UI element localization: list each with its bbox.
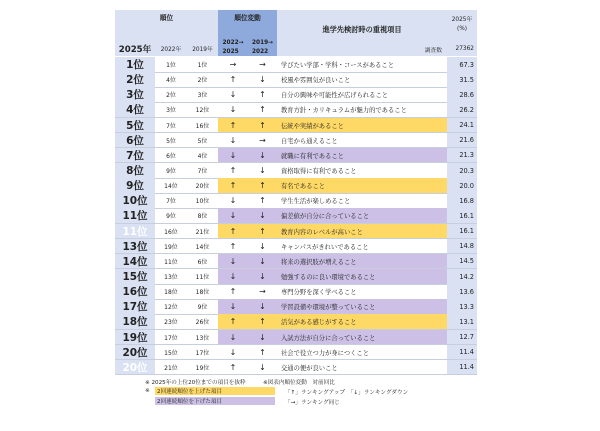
n-label: 調査数: [424, 47, 442, 54]
change-2019-2022: ↑: [259, 181, 266, 191]
table-row: [115, 72, 477, 87]
pct-value: 14.2: [459, 272, 474, 281]
rank-2025: 16位: [122, 286, 148, 299]
rank-2019: 16位: [195, 122, 210, 130]
rank-2019: 6位: [197, 258, 208, 266]
item-text: 学生生活が楽しめること: [281, 198, 351, 206]
pct-value: 13.1: [459, 317, 474, 326]
rank-2022: 16位: [164, 228, 178, 236]
change-2022-2025: ↓: [229, 302, 237, 312]
item-text: 伝統や実績があること: [281, 122, 344, 130]
change-2022-2025: ↓: [229, 272, 237, 282]
table-row: [115, 193, 477, 208]
rank-2019: 13位: [195, 334, 210, 342]
change-2019-2022: ↓: [259, 150, 266, 160]
change-2019-2022: ↑: [259, 226, 266, 236]
rank-2022: 9位: [166, 213, 176, 221]
pct-value: 20.0: [459, 181, 474, 190]
rank-2025: 20位: [122, 361, 148, 374]
table-row: [115, 269, 477, 284]
item-text: 自分の興味や可能性が広げられること: [281, 92, 389, 100]
table-row: [115, 224, 477, 239]
rank-2022: 7位: [166, 198, 176, 206]
ranking-table: [115, 10, 477, 375]
item-text: 社会で役立つ力が身につくこと: [281, 349, 370, 357]
item-text: 勉強するのに良い環境であること: [281, 274, 376, 282]
rank-2025: 3位: [126, 89, 144, 102]
change-2019-2022: ↓: [259, 332, 266, 342]
change-2019-2022: ↑: [259, 347, 266, 357]
rank-2019: 17位: [195, 349, 210, 357]
pct-value: 11.4: [459, 348, 474, 357]
change-2022-2025: ↓: [229, 150, 237, 160]
arrow-note-1: 「↑」ランキングアップ 「↓」ランキングダウン: [285, 390, 409, 396]
rank-2025: 13位: [122, 240, 148, 253]
legend-up: [155, 387, 275, 395]
rank-2019: 7位: [197, 168, 208, 176]
rank-2025: 20位: [122, 346, 148, 359]
rank-2025: 11位: [122, 210, 148, 223]
rank-2022: 14位: [164, 183, 178, 191]
change-2022-2025: ↓: [229, 196, 237, 206]
rank-2025: 17位: [122, 301, 148, 314]
pct-value: 13.6: [459, 287, 474, 296]
table-row: [115, 254, 477, 269]
pct-unit: (%): [456, 25, 468, 32]
rank-2019: 14位: [195, 243, 210, 251]
change-2019-2022: ↓: [259, 256, 266, 266]
rank-2025: 9位: [126, 180, 144, 193]
rank-2022: 5位: [166, 137, 176, 145]
item-text: 教育内容のレベルが高いこと: [281, 228, 363, 236]
change-2022-2025: ↑: [229, 287, 237, 297]
pct-value: 12.7: [459, 333, 474, 342]
rank-2022: 2位: [166, 92, 176, 100]
pct-value: 11.4: [459, 363, 474, 372]
table-row: [115, 360, 477, 375]
table-row: [115, 299, 477, 314]
table-row: [115, 345, 477, 360]
change-2022-2025: ↓: [229, 332, 237, 342]
change-2019-2022: ↓: [259, 241, 266, 251]
rank-2019: 26位: [195, 319, 210, 327]
pct-value: 14.5: [459, 257, 474, 266]
item-text: 資格取得に有利であること: [281, 168, 357, 176]
change-2019-2022-label: 2019→ 2022: [252, 40, 273, 55]
change-2019-2022: ↑: [259, 196, 266, 206]
rank-2019: 1位: [197, 62, 208, 70]
item-text: 将来の選択肢が増えること: [281, 258, 357, 266]
change-2022-2025: ↑: [229, 75, 237, 85]
change-2022-2025: ↓: [229, 211, 237, 221]
change-2019-2022: ↓: [259, 75, 266, 85]
table-row: [115, 148, 477, 163]
change-2022-2025: ↓: [229, 347, 237, 357]
rank-2019: 12位: [195, 107, 210, 115]
pct-value: 31.5: [459, 75, 474, 84]
rank-2025: 6位: [126, 134, 144, 147]
change-2019-2022: ↓: [259, 362, 266, 372]
rank-2025: 11位: [122, 225, 148, 238]
rank-2019: 9位: [197, 304, 208, 312]
table-row: [115, 163, 477, 178]
rank-2022: 13位: [164, 274, 178, 282]
rank-2022: 11位: [164, 258, 178, 266]
arrow-note-2: 「→」ランキング同じ: [285, 400, 340, 406]
rank-2025: 10位: [122, 195, 148, 208]
change-2022-2025: ↓: [229, 256, 237, 266]
rank-2022: 17位: [164, 334, 178, 342]
item-text: 有名であること: [281, 183, 326, 191]
change-2022-2025: ↓: [229, 105, 237, 115]
pct-year: 2025年: [451, 17, 473, 23]
table-row: [115, 102, 477, 117]
item-text: 自宅から通えること: [281, 137, 338, 145]
legend-down: [155, 397, 275, 405]
item-text: 学びたい学部・学科・コースがあること: [281, 62, 395, 70]
item-text: 入試方法が自分に合っていること: [281, 334, 376, 342]
rank-2019: 20位: [195, 183, 210, 191]
item-text: 活気がある感じがすること: [281, 319, 357, 327]
rank-2019: 2位: [197, 77, 208, 85]
rank-2019: 11位: [195, 274, 210, 282]
pct-value: 16.1: [459, 211, 474, 220]
note-top20: ※ 2025年の上位20位までの項目を抜粋: [145, 380, 246, 386]
pct-value: 14.8: [459, 242, 474, 251]
rank-2022: 21位: [164, 364, 178, 372]
pct-value: 67.3: [459, 60, 474, 69]
year-2022-label: 2022年: [160, 47, 182, 53]
change-2022-2025: →: [229, 60, 237, 70]
rank-2019: 4位: [197, 152, 208, 160]
table-row: [115, 284, 477, 299]
change-2022-2025: ↑: [229, 241, 237, 251]
rank-2022: 4位: [166, 77, 176, 85]
item-text: 学習設備や環境が整っていること: [281, 304, 376, 312]
table-row: [115, 57, 477, 72]
n-value: 27362: [455, 46, 474, 52]
rank-2019: 3位: [197, 92, 208, 100]
pct-value: 24.1: [459, 121, 474, 130]
pct-value: 21.6: [459, 136, 474, 145]
change-2022-2025: ↑: [229, 362, 237, 372]
rank-change-label: 順位変動: [234, 13, 261, 22]
pct-value: 21.3: [459, 151, 474, 160]
item-text: 教育方針・カリキュラムが魅力的であること: [281, 107, 407, 115]
rank-2022: 12位: [164, 304, 178, 312]
rank-2025: 5位: [126, 119, 144, 132]
rank-2025: 8位: [126, 165, 144, 178]
notes: [145, 378, 475, 428]
change-2019-2022: ↓: [259, 302, 266, 312]
rank-label: 順位: [159, 13, 174, 22]
change-2022-2025-label: 2022→ 2025: [222, 40, 244, 55]
year-2025-label: 2025年: [118, 44, 152, 55]
year-2019-label: 2019年: [192, 47, 213, 53]
rank-2019: 8位: [197, 213, 208, 221]
rank-2019: 5位: [197, 137, 208, 145]
rank-2022: 7位: [166, 122, 176, 130]
change-2019-2022: →: [259, 287, 266, 297]
note-change: ※図表内順位変動 対前回比: [263, 380, 335, 386]
rank-2022: 23位: [164, 319, 178, 327]
item-text: 専門分野を深く学べること: [281, 289, 357, 297]
rank-2022: 3位: [166, 107, 176, 115]
rank-2025: 4位: [126, 104, 144, 117]
rank-2022: 19位: [164, 243, 178, 251]
change-2019-2022: ↓: [259, 211, 266, 221]
rank-2019: 10位: [195, 198, 210, 206]
pct-value: 13.3: [459, 302, 474, 311]
table-row: [115, 118, 477, 133]
item-text: 就職に有利であること: [281, 152, 344, 160]
change-2019-2022: ↑: [259, 105, 266, 115]
rank-2022: 15位: [164, 349, 178, 357]
table-body: [115, 57, 477, 375]
rank-2019: 18位: [195, 289, 210, 297]
table-row: [115, 239, 477, 254]
table-row: [115, 208, 477, 223]
rank-2022: 18位: [164, 289, 178, 297]
change-2022-2025: ↑: [229, 120, 237, 130]
rank-2025: 14位: [122, 255, 148, 268]
change-2022-2025: ↑: [229, 181, 237, 191]
pct-value: 26.2: [459, 105, 474, 114]
note-mark: ※: [145, 388, 150, 394]
item-text: 校風や雰囲気が良いこと: [281, 77, 351, 85]
pct-value: 20.3: [459, 166, 474, 175]
change-2019-2022: ↑: [259, 317, 266, 327]
legend-up-label: 2回連続順位を上げた項目: [157, 389, 223, 395]
pct-value: 16.8: [459, 196, 474, 205]
legend-down-label: 2回連続順位を下げた項目: [157, 399, 223, 405]
change-2022-2025: ↓: [229, 90, 237, 100]
rank-2025: 1位: [126, 59, 144, 72]
change-2019-2022: ↓: [259, 272, 266, 282]
item-title: 進学先検討時の重視項目: [322, 25, 402, 34]
change-2019-2022: ↓: [259, 166, 266, 176]
item-text: 偏差値が自分に合っていること: [281, 213, 370, 221]
change-2022-2025: ↑: [229, 226, 237, 236]
table-row: [115, 178, 477, 193]
rank-2025: 19位: [122, 331, 148, 344]
change-2019-2022: ↑: [259, 120, 266, 130]
change-2019-2022: →: [259, 60, 266, 70]
change-2019-2022: ↑: [259, 90, 266, 100]
change-2019-2022: →: [259, 135, 266, 145]
change-2022-2025: ↑: [229, 317, 237, 327]
pct-value: 16.1: [459, 227, 474, 236]
table-row: [115, 330, 477, 345]
rank-2019: 19位: [195, 364, 210, 372]
rank-2019: 21位: [195, 228, 210, 236]
rank-2025: 7位: [126, 149, 144, 162]
rank-2022: 9位: [166, 168, 176, 176]
pct-value: 28.6: [459, 90, 474, 99]
rank-2025: 2位: [126, 74, 144, 87]
item-text: キャンパスがきれいであること: [281, 243, 369, 251]
table-row: [115, 87, 477, 102]
change-2022-2025: ↑: [229, 166, 237, 176]
table-row: [115, 314, 477, 329]
rank-2022: 1位: [166, 62, 176, 70]
rank-2025: 18位: [122, 316, 148, 329]
rank-2022: 6位: [166, 152, 176, 160]
rank-2025: 15位: [122, 271, 148, 284]
item-text: 交通の便が良いこと: [281, 364, 338, 372]
table-row: [115, 133, 477, 148]
change-2022-2025: ↓: [229, 135, 237, 145]
